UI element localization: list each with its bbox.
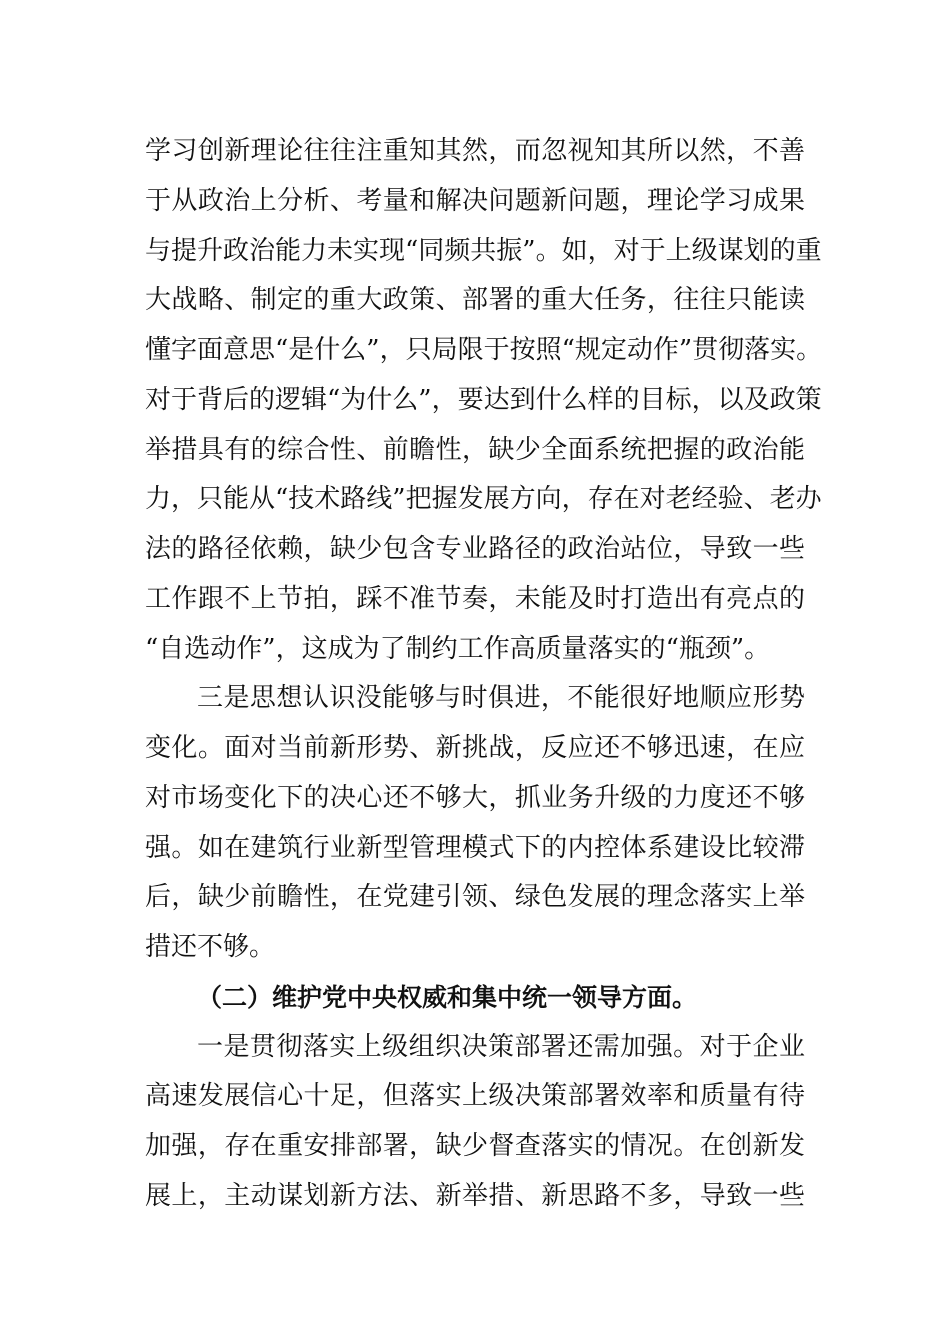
text-line: 三是思想认识没能够与时俱进，不能很好地顺应形势 bbox=[197, 683, 805, 714]
text-line: 法的路径依赖，缺少包含专业路径的政治站位，导致一些 bbox=[145, 534, 805, 564]
text-line: 展上，主动谋划新方法、新举措、新思路不多，导致一些 bbox=[145, 1180, 805, 1211]
text-line: 强。如在建筑行业新型管理模式下的内控体系建设比较滞 bbox=[145, 832, 805, 863]
text-line: 工作跟不上节拍，踩不准节奏，未能及时打造出有亮点的 bbox=[145, 583, 805, 614]
text-line: 学习创新理论往往注重知其然，而忽视知其所以然，不善 bbox=[145, 136, 805, 166]
text-line: 变化。面对当前新形势、新挑战，反应还不够迅速，在应 bbox=[145, 733, 805, 763]
text-line: 大战略、制定的重大政策、部署的重大任务，往往只能读 bbox=[145, 285, 805, 316]
text-line: “自选动作”，这成为了制约工作高质量落实的“瓶颈”。 bbox=[145, 633, 771, 664]
paragraph-theory-study bbox=[145, 127, 823, 674]
text-line: 懂字面意思“是什么”，只局限于按照“规定动作”贯彻落实。 bbox=[145, 335, 823, 365]
heading-text: （二）维护党中央权威和集中统一领导方面。 bbox=[197, 982, 698, 1012]
text-line: 措还不够。 bbox=[145, 932, 276, 962]
text-line: 对于背后的逻辑“为什么”，要达到什么样的目标，以及政策 bbox=[145, 384, 822, 415]
paragraph-thinking-keep-pace bbox=[145, 674, 805, 973]
text-line: 加强，存在重安排部署，缺少督查落实的情况。在创新发 bbox=[145, 1131, 805, 1161]
text-line: 举措具有的综合性、前瞻性，缺少全面系统把握的政治能 bbox=[145, 434, 805, 465]
document-body bbox=[145, 127, 823, 1222]
section-heading bbox=[145, 973, 805, 1023]
text-line: 后，缺少前瞻性，在党建引领、绿色发展的理念落实上举 bbox=[145, 882, 805, 913]
text-line: 于从政治上分析、考量和解决问题新问题，理论学习成果 bbox=[145, 185, 805, 216]
paragraph-implement-decisions bbox=[145, 1023, 805, 1222]
text-line: 一是贯彻落实上级组织决策部署还需加强。对于企业 bbox=[197, 1031, 805, 1062]
text-line: 对市场变化下的决心还不够大，抓业务升级的力度还不够 bbox=[145, 782, 805, 813]
text-line: 高速发展信心十足，但落实上级决策部署效率和质量有待 bbox=[145, 1081, 805, 1112]
text-line: 力，只能从“技术路线”把握发展方向，存在对老经验、老办 bbox=[145, 484, 822, 515]
text-line: 与提升政治能力未实现“同频共振”。如，对于上级谋划的重 bbox=[145, 235, 822, 266]
